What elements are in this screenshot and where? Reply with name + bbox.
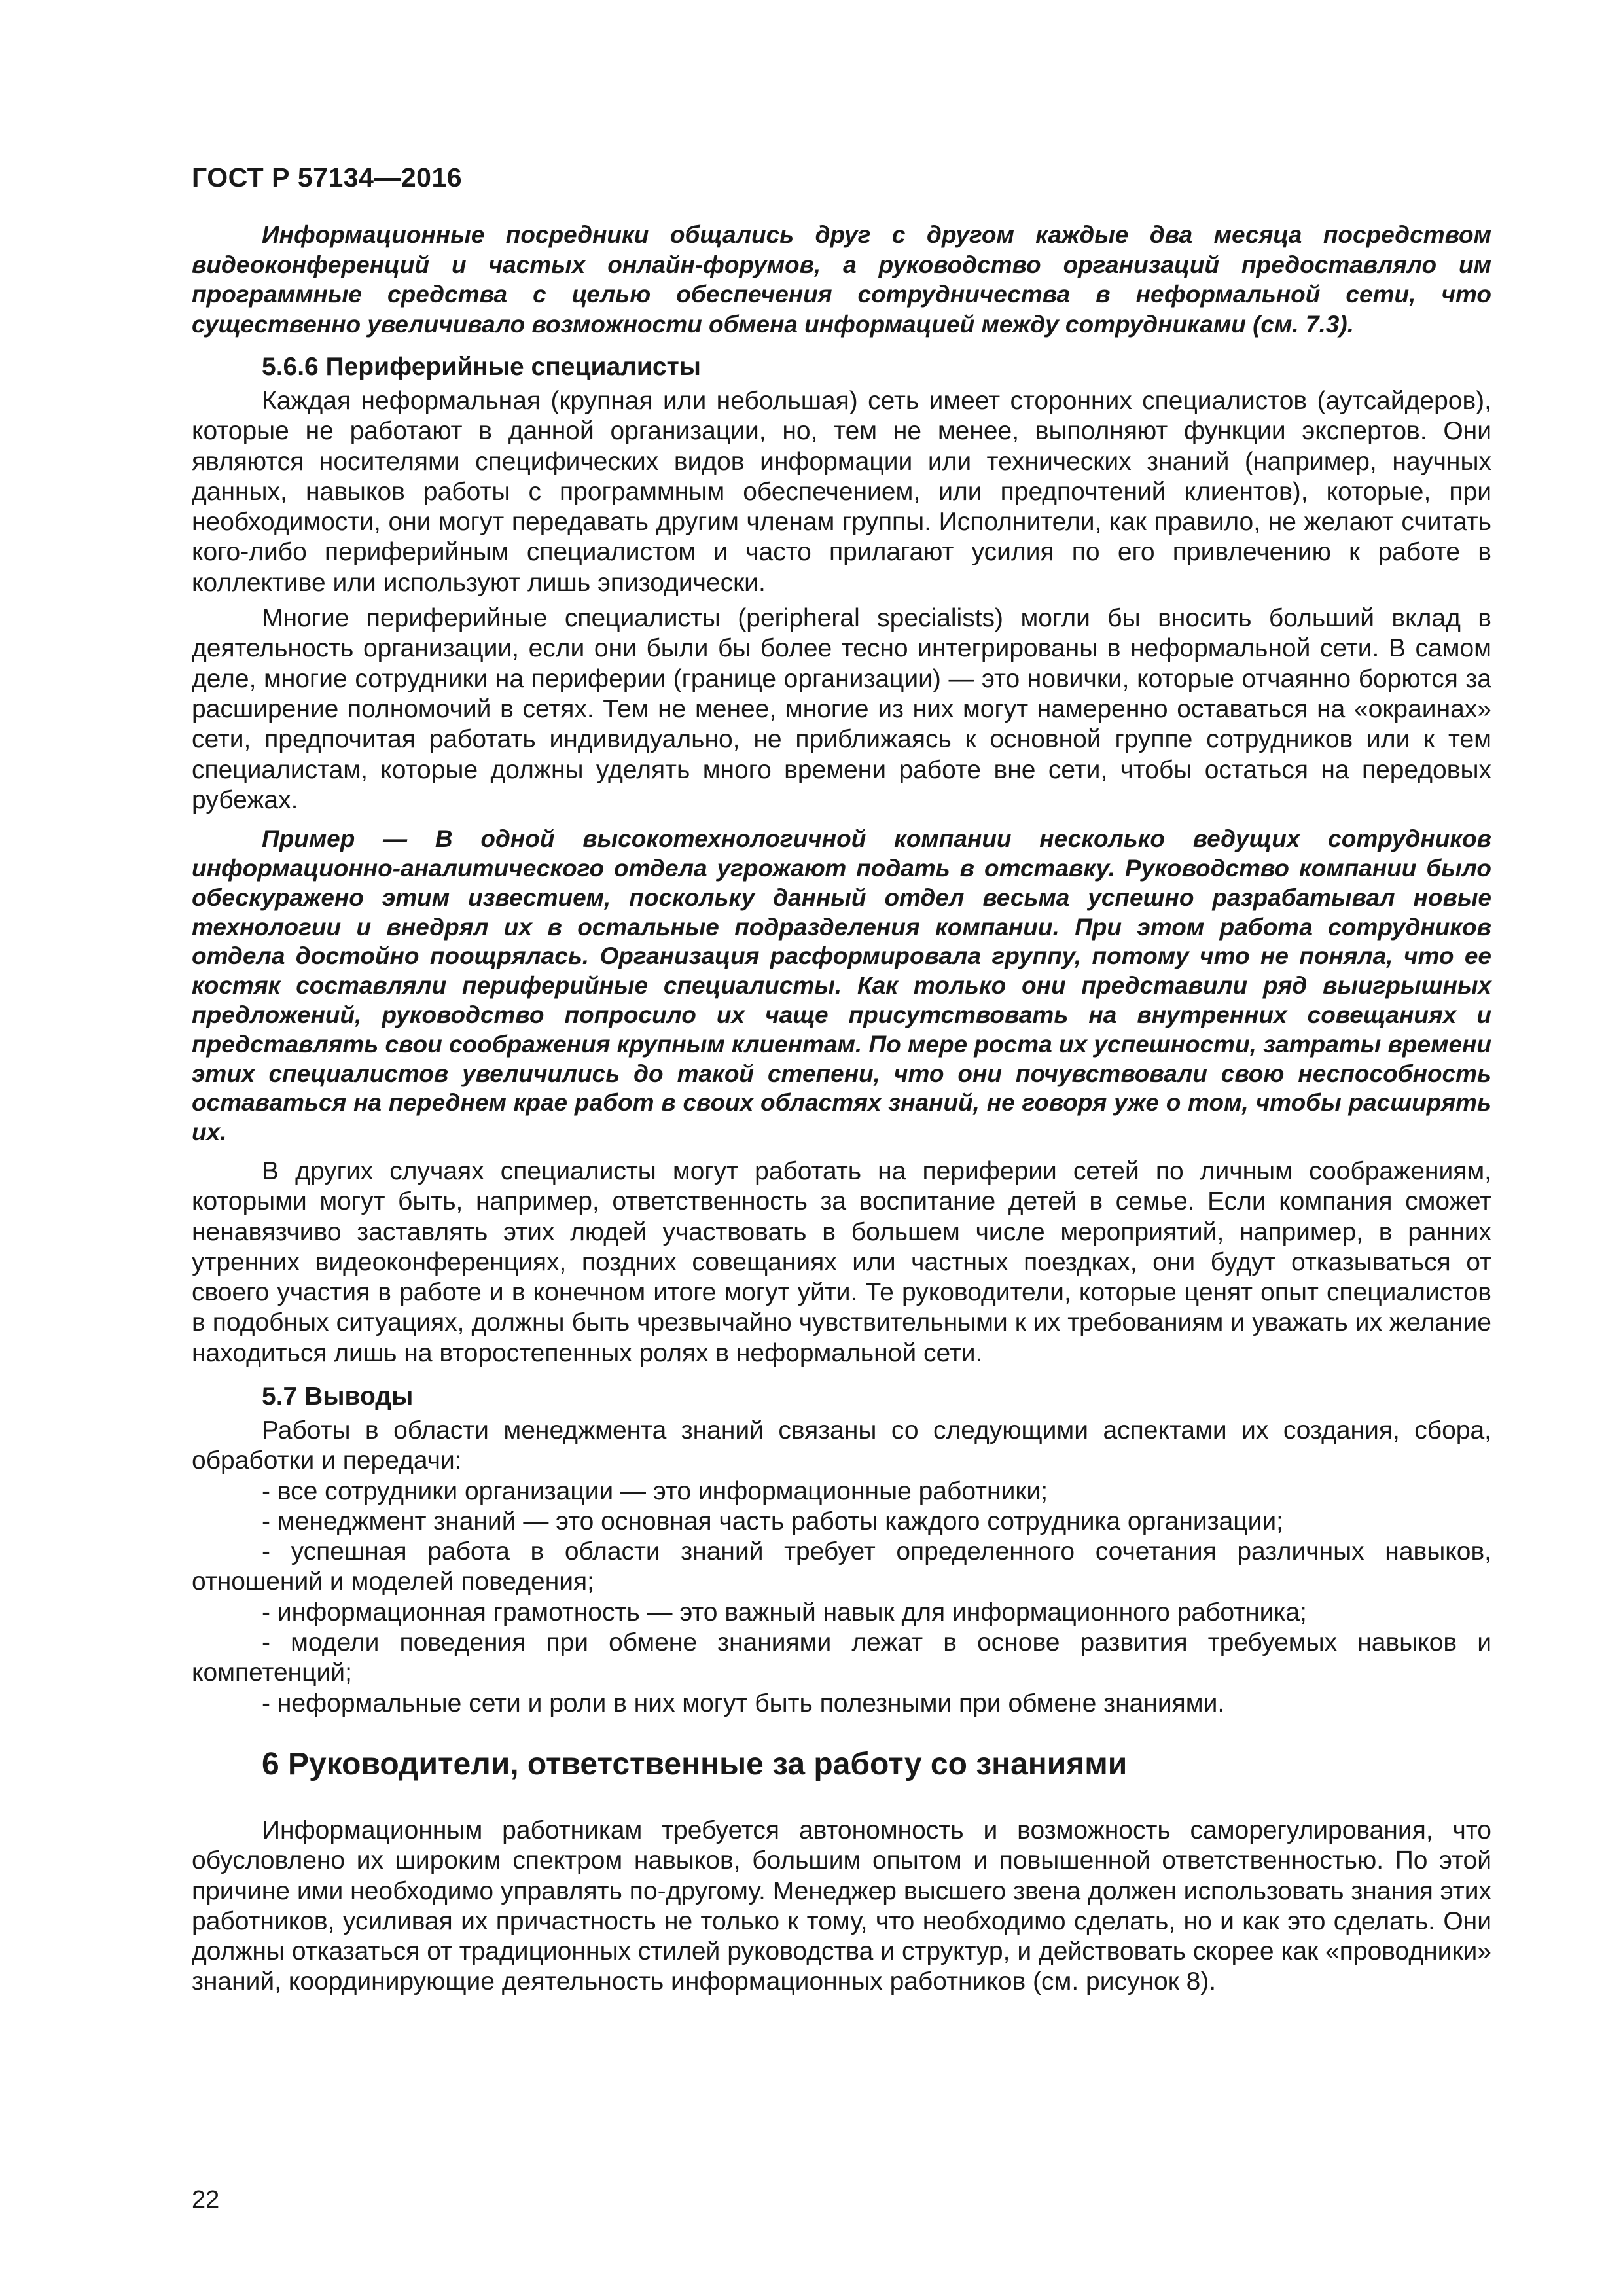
list-item: - информационная грамотность — это важный навык для информационного работника;: [262, 1598, 1307, 1626]
section-5-6-6-paragraph-2: Многие периферийные специалисты (peripheral specialists) могли бы вносить больший вклад в деятельность организации, если они были бы более тесно интегрированы в неформальной сети. В самом деле, многие сотрудники на периферии (границе организации) — это новички, которые отчаянно борются за расширение полномочий в сетях. Тем не менее, многие из них могут намеренно оставаться на «окраинах» сети, предпочитая работать индивидуально, не приближаясь к основной группе сотрудников или к тем специалистам, которые должны уделять много времени работе вне сети, чтобы остаться на передовых рубежах.: [192, 604, 1491, 814]
list-item: - неформальные сети и роли в них могут быть полезными при обмене знаниями.: [262, 1689, 1225, 1717]
section-6-heading: 6 Руководители, ответственные за работу со знаниями: [262, 1746, 1128, 1782]
list-item: - модели поведения при обмене знаниями лежат в основе развития требуемых навыков и компетенций;: [192, 1628, 1491, 1687]
list-item: - менеджмент знаний — это основная часть работы каждого сотрудника организации;: [262, 1507, 1284, 1535]
section-5-6-6-paragraph-1: Каждая неформальная (крупная или небольшая) сеть имеет сторонних специалистов (аутсайдеров), которые не работают в данной организации, но, тем не менее, выполняют функции экспертов. Они являются носителями специфических видов информации или технических знаний (например, научных данных, навыков работы с программным обеспечением, или предпочтений клиентов), которые, при необходимости, они могут передавать другим членам группы. Исполнители, как правило, не желают считать кого-либо периферийным специалистом и часто прилагают усилия по его привлечению к работе в коллективе или используют лишь эпизодически.: [192, 387, 1491, 597]
section-5-6-6-heading: 5.6.6 Периферийные специалисты: [262, 353, 701, 381]
list-item: - успешная работа в области знаний требует определенного сочетания различных навыков, отношений и моделей поведения;: [192, 1537, 1491, 1596]
example-note-paragraph: Пример — В одной высокотехнологичной компании несколько ведущих сотрудников информационно-аналитического отдела угрожают подать в отставку. Руководство компании было обескуражено этим известием, поскольку данный отдел весьма успешно разрабатывал новые технологии и внедрял их в остальные подразделения компании. При этом работа сотрудников отдела достойно поощрялась. Организация расформировала группу, потому что не поняла, что ее костяк составляли периферийные специалисты. Как только они представили ряд выигрышных предложений, руководство попросило их чаще присутствовать на внутренних совещаниях и представлять свои соображения крупным клиентам. По мере роста их успешности, затраты времени этих специалистов увеличились до такой степени, что они почувствовали свою неспособность оставаться на переднем крае работ в своих областях знаний, не говоря уже о том, чтобы расширять их.: [192, 825, 1491, 1146]
intro-note-paragraph: Информационные посредники общались друг с другом каждые два месяца посредством видеоконференций и частых онлайн-форумов, а руководство организаций предоставляло им программные средства с целью обеспечения сотрудничества в неформальной сети, что существенно увеличивало возможности обмена информацией между сотрудниками (см. 7.3).: [192, 221, 1491, 338]
page-content: [192, 220, 1491, 1998]
page-number: 22: [192, 2186, 220, 2214]
list-item: - все сотрудники организации — это информационные работники;: [262, 1477, 1048, 1505]
section-6-paragraph: Информационным работникам требуется автономность и возможность саморегулирования, что обусловлено их широким спектром навыков, большим опытом и повышенной ответственностью. По этой причине ими необходимо управлять по-другому. Менеджер высшего звена должен использовать знания этих работников, усиливая их причастность не только к тому, что необходимо сделать, но и как это сделать. Они должны отказаться от традиционных стилей руководства и структур, и действовать скорее как «проводники» знаний, координирующие деятельность информационных работников (см. рисунок 8).: [192, 1816, 1491, 1996]
section-5-7-intro: Работы в области менеджмента знаний связаны со следующими аспектами их создания, сбора, обработки и передачи:: [192, 1416, 1491, 1475]
section-5-7-heading: 5.7 Выводы: [262, 1382, 414, 1410]
standard-code-header: ГОСТ Р 57134—2016: [192, 162, 463, 192]
section-5-6-6-paragraph-3: В других случаях специалисты могут работать на периферии сетей по личным соображениям, которыми могут быть, например, ответственность за воспитание детей в семье. Если компания сможет ненавязчиво заставлять этих людей участвовать в большем числе мероприятий, например, в ранних утренних видеоконференциях, поздних совещаниях или частных поездках, они будут отказываться от своего участия в работе и в конечном итоге могут уйти. Те руководители, которые ценят опыт специалистов в подобных ситуациях, должны быть чрезвычайно чувствительными к их требованиям и уважать их желание находиться лишь на второстепенных ролях в неформальной сети.: [192, 1157, 1491, 1367]
